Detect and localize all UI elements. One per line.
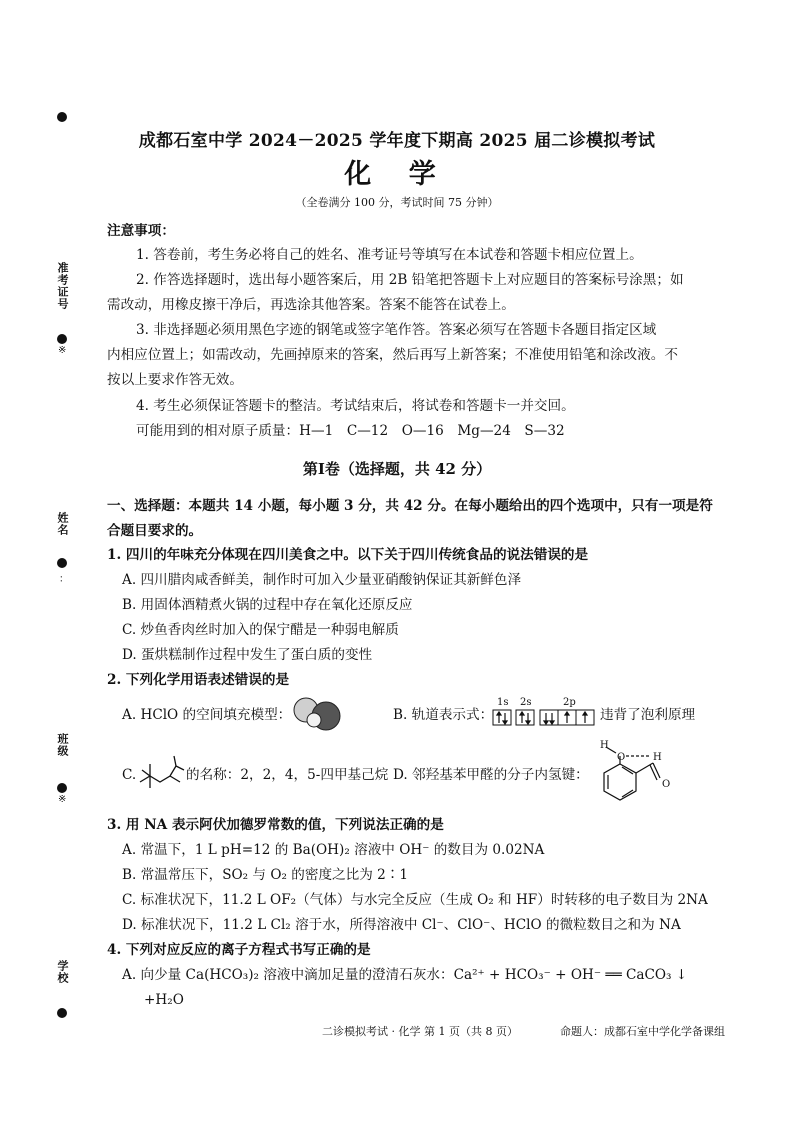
section-intro: 合题目要求的。 <box>107 523 203 539</box>
notice-item: 4. 考生必须保证答题卡的整洁。考试结束后，将试卷和答题卡一并交回。 <box>136 398 575 414</box>
q3-option-b: B. 常温常压下，SO₂ 与 O₂ 的密度之比为 2∶1 <box>122 867 409 883</box>
notice-heading: 注意事项： <box>107 223 175 239</box>
notice-item: 3. 非选择题必须用黑色字迹的钢笔或签字笔作答。答案必须写在答题卡各题目指定区域 <box>136 322 657 338</box>
orbital-1s-label: 1s <box>497 697 509 708</box>
d-o-atom: O <box>662 779 671 790</box>
salicylaldehyde-structure <box>598 738 670 808</box>
q2-option-c-text: 的名称：2，2，4，5-四甲基己烷 <box>186 767 389 783</box>
atomic-masses: 可能用到的相对原子质量：H—1 C—12 O—16 Mg—24 S—32 <box>136 423 565 439</box>
question-2-stem: 2. 下列化学用语表述错误的是 <box>107 672 290 688</box>
q1-option-b: B. 用固体酒精煮火锅的过程中存在氧化还原反应 <box>122 597 413 613</box>
skeletal-formula <box>136 752 188 792</box>
seat-number-label: 准考证号 <box>56 262 69 310</box>
q3-option-a: A. 常温下，1 L pH=12 的 Ba(OH)₂ 溶液中 OH⁻ 的数目为 0.02NA <box>122 842 545 858</box>
d-h-atom: H <box>653 752 662 763</box>
q1-option-d: D. 蛋烘糕制作过程中发生了蛋白质的变性 <box>122 647 373 663</box>
binding-dot <box>57 783 67 793</box>
binding-dot <box>57 558 67 568</box>
d-h-atom: H <box>600 740 609 751</box>
binding-mark: ※ <box>58 794 67 805</box>
section-title: 第Ⅰ卷（选择题，共 42 分） <box>302 460 492 478</box>
exam-note: （全卷满分 100 分，考试时间 75 分钟） <box>295 196 499 209</box>
notice-item: 按以上要求作答无效。 <box>107 372 243 388</box>
notice-item: 需改动，用橡皮擦干净后，再选涂其他答案。答案不能答在试卷上。 <box>107 297 515 313</box>
d-o-atom: O <box>617 752 626 763</box>
q2-option-b-label: B. 轨道表示式： <box>393 707 494 723</box>
section-intro: 一、选择题：本题共 14 小题，每小题 3 分，共 42 分。在每小题给出的四个选项中，只有一项是符 <box>107 498 713 514</box>
school-label: 学校 <box>56 960 69 984</box>
q3-option-c: C. 标准状况下，11.2 L OF₂（气体）与水完全反应（生成 O₂ 和 HF）时转移的电子数目为 2NA <box>122 892 708 908</box>
notice-item: 1. 答卷前，考生务必将自己的姓名、准考证号等填写在本试卷和答题卡相应位置上。 <box>136 247 643 263</box>
binding-dot <box>57 1008 67 1018</box>
q4-option-a-cont: +H₂O <box>144 992 184 1008</box>
q2-option-a: A. HClO 的空间填充模型： <box>122 707 292 723</box>
hclo-space-filling-model <box>290 696 346 734</box>
q2-option-d: D. 邻羟基苯甲醛的分子内氢键： <box>393 767 589 783</box>
binding-dot <box>57 334 67 344</box>
footer-author: 命题人：成都石室中学化学备课组 <box>560 1025 725 1038</box>
orbital-2p-label: 2p <box>563 697 576 708</box>
q2-option-b-text: 违背了泡利原理 <box>600 707 696 723</box>
notice-item: 2. 作答选择题时，选出每小题答案后，用 2B 铅笔把答题卡上对应题目的答案标号涂黑；如 <box>136 272 684 288</box>
q2-option-c-label: C. <box>122 767 137 783</box>
exam-title: 成都石室中学 2024－2025 学年度下期高 2025 届二诊模拟考试 <box>138 131 656 151</box>
q3-option-d: D. 标准状况下，11.2 L Cl₂ 溶于水，所得溶液中 Cl⁻、ClO⁻、HClO 的微粒数目之和为 NA <box>122 917 681 933</box>
q1-option-a: A. 四川腊肉咸香鲜美，制作时可加入少量亚硝酸钠保证其新鲜色泽 <box>122 572 522 588</box>
page-footer: 二诊模拟考试 · 化学 第 1 页（共 8 页） <box>322 1025 518 1038</box>
binding-dot <box>57 112 67 122</box>
binding-mark: ※ <box>58 345 67 356</box>
question-1-stem: 1. 四川的年味充分体现在四川美食之中。以下关于四川传统食品的说法错误的是 <box>107 547 589 563</box>
notice-item: 内相应位置上；如需改动，先画掉原来的答案，然后再写上新答案；不准使用铅笔和涂改液。不 <box>107 347 678 363</box>
orbital-diagram <box>492 709 597 727</box>
binding-mark: ： <box>59 574 69 585</box>
q1-option-c: C. 炒鱼香肉丝时加入的保宁醋是一种弱电解质 <box>122 622 399 638</box>
question-3-stem: 3. 用 NA 表示阿伏加德罗常数的值，下列说法正确的是 <box>107 817 444 833</box>
q4-option-a: A. 向少量 Ca(HCO₃)₂ 溶液中滴加足量的澄清石灰水：Ca²⁺ + HCO₃⁻ + OH⁻ ══ CaCO₃ ↓ <box>122 967 688 983</box>
class-label: 班级 <box>56 733 69 757</box>
name-label: 姓名 <box>56 512 69 536</box>
orbital-2s-label: 2s <box>520 697 532 708</box>
question-4-stem: 4. 下列对应反应的离子方程式书写正确的是 <box>107 942 371 958</box>
subject-title: 化 学 <box>344 159 450 190</box>
